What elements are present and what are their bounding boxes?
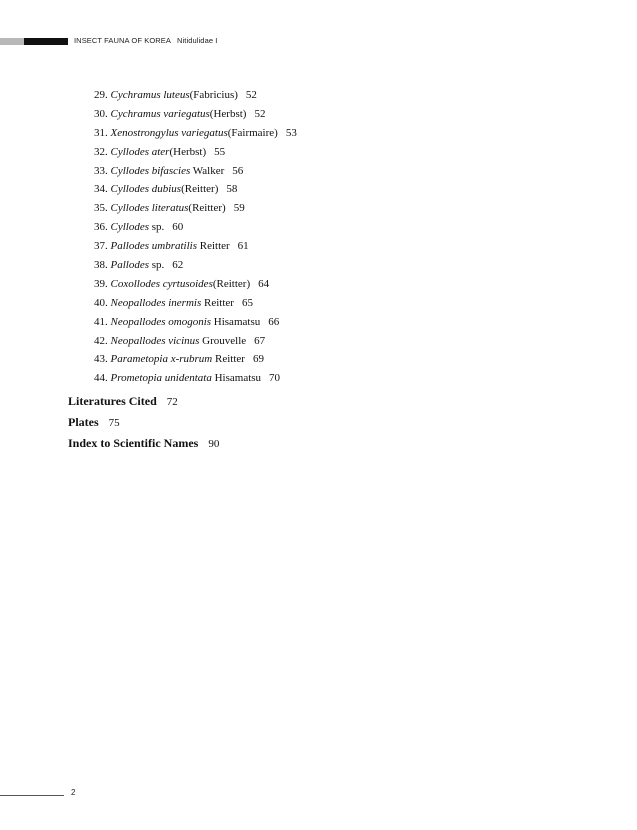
- series-title: INSECT FAUNA OF KOREA: [74, 36, 171, 45]
- species-author: sp.: [149, 259, 165, 272]
- page-number: 66: [268, 315, 280, 328]
- page-number: 90: [208, 438, 220, 450]
- volume-title: Nitidulidae I: [176, 36, 218, 45]
- toc-entry[interactable]: 29. Cychramus luteus(Fabricius) 52: [94, 89, 257, 101]
- toc-entry[interactable]: 38. Pallodes sp. 62: [94, 259, 184, 272]
- species-name: Prometopia unidentata: [110, 372, 212, 385]
- species-author: Reitter: [201, 296, 234, 309]
- section-title: Index to Scientific Names: [68, 436, 199, 450]
- toc-section-plates[interactable]: [68, 411, 219, 432]
- toc-entry[interactable]: 40. Neopallodes inermis Reitter 65: [94, 296, 253, 309]
- page-number: 62: [172, 259, 184, 272]
- species-author: sp.: [149, 221, 165, 234]
- running-header: [74, 36, 217, 45]
- species-name: Coxollodes cyrtusoides: [110, 277, 213, 290]
- species-name: Neopallodes vicinus: [110, 334, 200, 347]
- toc-entry[interactable]: 41. Neopallodes omogonis Hisamatsu 66: [94, 315, 280, 328]
- species-name: Cyllodes: [110, 221, 149, 234]
- toc-entry[interactable]: 35. Cyllodes literatus(Reitter) 59: [94, 202, 245, 215]
- toc-entry[interactable]: 43. Parametopia x-rubrum Reitter 69: [94, 353, 264, 366]
- toc-entry[interactable]: 32. Cyllodes ater(Herbst) 55: [94, 145, 226, 158]
- page-number: 61: [237, 240, 249, 253]
- toc-entry[interactable]: 36. Cyllodes sp. 60: [94, 221, 184, 234]
- page-number: 64: [258, 277, 270, 290]
- toc-entry[interactable]: 39. Coxollodes cyrtusoides(Reitter) 64: [94, 277, 270, 290]
- page-number: 70: [269, 372, 281, 385]
- species-name: Cychramus variegatus: [110, 107, 210, 120]
- toc-species-list: [94, 86, 297, 388]
- toc-entry[interactable]: 31. Xenostrongylus variegatus(Fairmaire) 53: [94, 126, 297, 139]
- page-number: 72: [166, 396, 178, 408]
- species-author: Reitter: [212, 353, 245, 366]
- footer-rule: [0, 795, 64, 796]
- page-number: 52: [254, 107, 266, 120]
- species-name: Neopallodes inermis: [110, 296, 202, 309]
- toc-sections: [68, 390, 219, 453]
- toc-entry[interactable]: 37. Pallodes umbratilis Reitter 61: [94, 240, 249, 253]
- species-author: (Reitter): [188, 202, 226, 215]
- species-author: Reitter: [196, 240, 230, 253]
- species-name: Xenostrongylus variegatus: [110, 126, 228, 139]
- page-number: 52: [245, 89, 257, 101]
- toc-entry[interactable]: 34. Cyllodes dubius(Reitter) 58: [94, 183, 238, 196]
- toc-entry[interactable]: 33. Cyllodes bifascies Walker 56: [94, 164, 244, 177]
- toc-entry[interactable]: 42. Neopallodes vicinus Grouvelle 67: [94, 334, 266, 347]
- species-author: (Reitter): [212, 277, 251, 290]
- section-title: Literatures Cited: [68, 394, 157, 408]
- species-author: Walker: [190, 164, 225, 177]
- species-name: Cychramus luteus: [110, 89, 190, 101]
- page-number: 69: [252, 353, 264, 366]
- header-accent-bar-gray: [0, 38, 24, 45]
- toc-section-literatures-cited[interactable]: [68, 390, 219, 411]
- page-number: 56: [232, 164, 244, 177]
- header-accent-bar-black: [24, 38, 68, 45]
- species-author: (Reitter): [181, 183, 219, 196]
- species-author: (Fairmaire): [227, 126, 278, 139]
- species-name: Parametopia x-rubrum: [110, 353, 213, 366]
- page-number: 55: [214, 145, 226, 158]
- species-author: (Herbst): [209, 107, 247, 120]
- species-name: Cyllodes literatus: [110, 202, 189, 215]
- species-name: Pallodes: [110, 259, 149, 272]
- species-author: Hisamatsu: [211, 315, 261, 328]
- toc-entry[interactable]: 30. Cychramus variegatus(Herbst) 52: [94, 107, 266, 120]
- species-name: Cyllodes ater: [110, 145, 170, 158]
- species-author: (Fabricius): [189, 89, 238, 101]
- folio-page-number: 2: [71, 788, 76, 797]
- page-number: 58: [226, 183, 238, 196]
- page-number: 53: [285, 126, 297, 139]
- page-number: 75: [108, 417, 120, 429]
- page-number: 65: [241, 296, 253, 309]
- species-author: (Herbst): [169, 145, 207, 158]
- toc-entry[interactable]: 44. Prometopia unidentata Hisamatsu 70: [94, 372, 281, 385]
- page-number: 67: [254, 334, 266, 347]
- toc-section-index[interactable]: [68, 432, 219, 453]
- section-title: Plates: [68, 415, 99, 429]
- species-author: Hisamatsu: [211, 372, 262, 385]
- species-name: Pallodes umbratilis: [110, 240, 197, 253]
- species-author: Grouvelle: [199, 334, 247, 347]
- page-number: 59: [233, 202, 245, 215]
- species-name: Neopallodes omogonis: [110, 315, 212, 328]
- page-number: 60: [172, 221, 184, 234]
- species-name: Cyllodes bifascies: [110, 164, 191, 177]
- species-name: Cyllodes dubius: [110, 183, 182, 196]
